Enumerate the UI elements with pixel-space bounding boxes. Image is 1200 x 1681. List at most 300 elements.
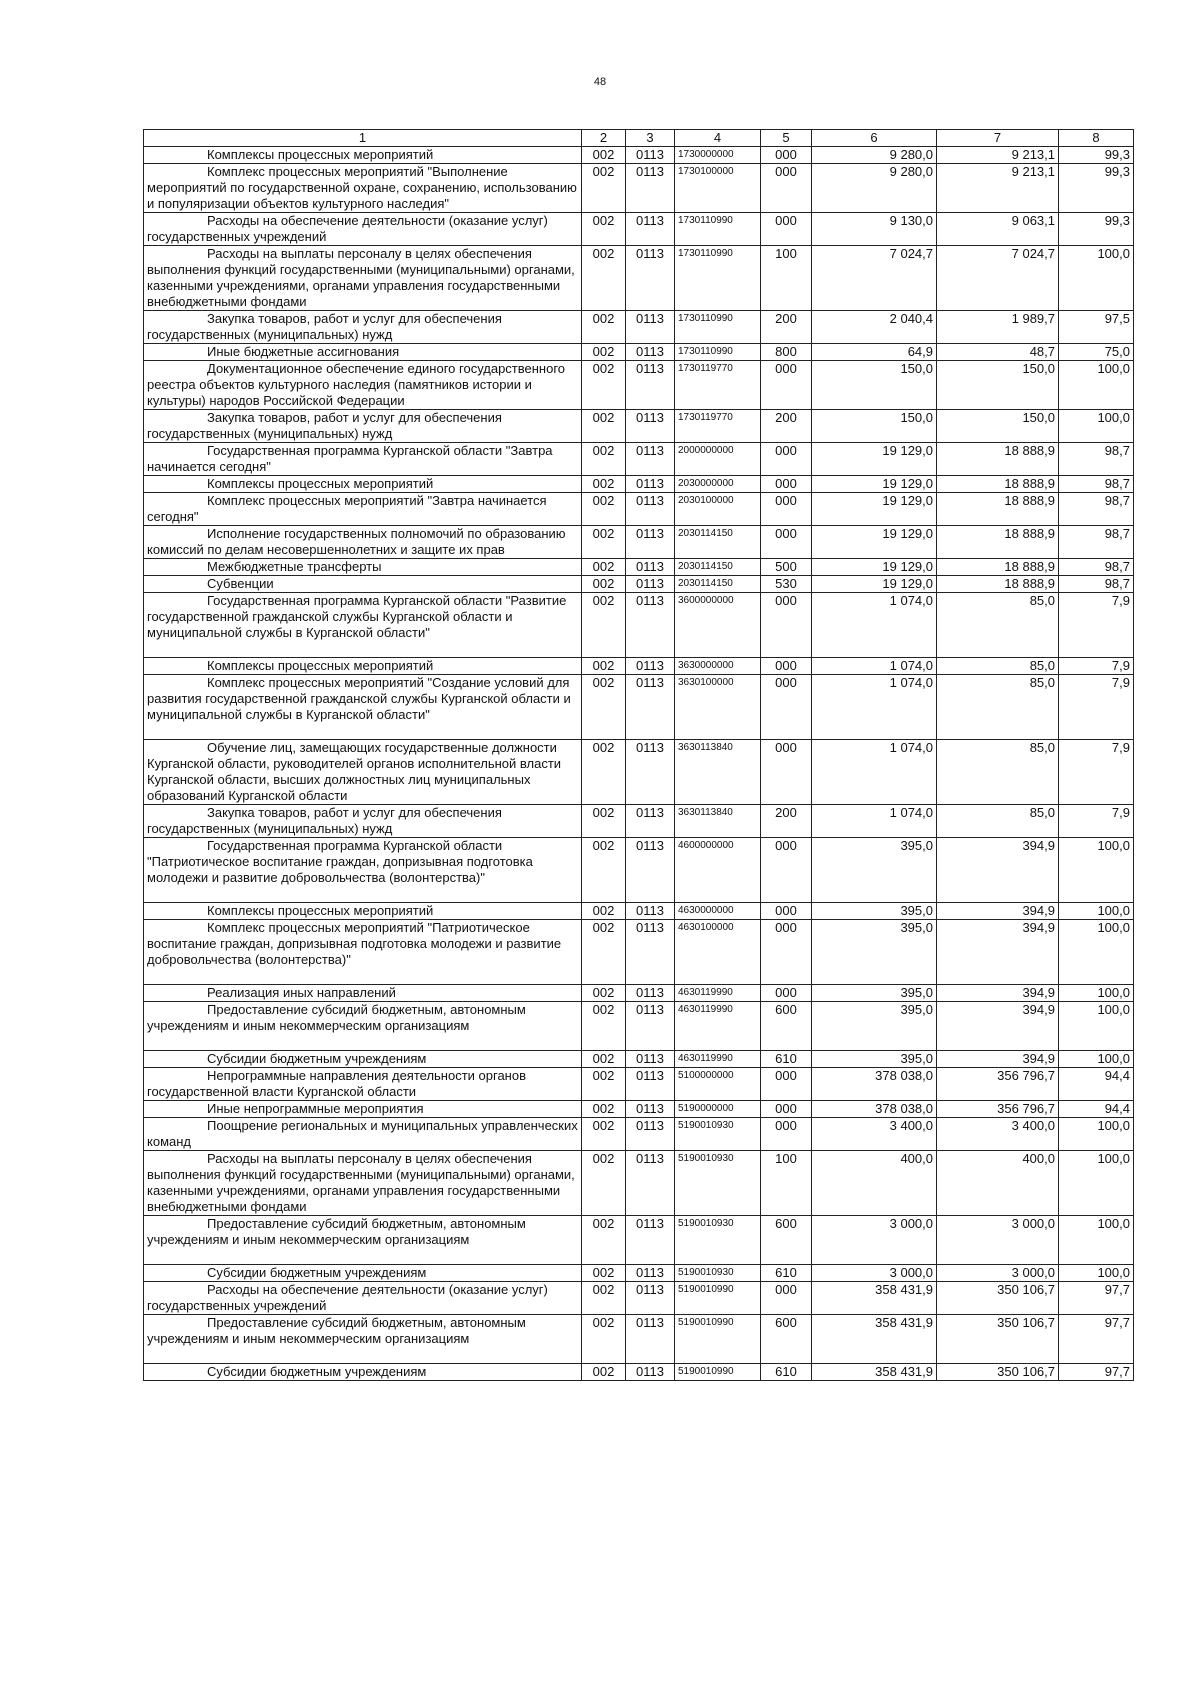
- row-executed-amount: 18 888,9: [937, 576, 1059, 593]
- row-executed-amount: 394,9: [937, 920, 1059, 985]
- table-row: [144, 1002, 1134, 1051]
- row-executed-amount: 394,9: [937, 1002, 1059, 1051]
- row-execution-percent: 100,0: [1059, 903, 1134, 920]
- row-executed-amount: 1 989,7: [937, 311, 1059, 344]
- row-target-article-code: 3630113840: [675, 805, 761, 838]
- row-grbs-code: 002: [582, 1265, 626, 1282]
- row-section-code: 0113: [626, 493, 675, 526]
- row-planned-amount: 378 038,0: [812, 1101, 937, 1118]
- row-target-article-code: 3630000000: [675, 658, 761, 675]
- row-planned-amount: 19 129,0: [812, 526, 937, 559]
- row-name: Расходы на выплаты персоналу в целях обеспечения выполнения функций государственными (муниципальными) органами, казенными учреждениями, органами управления государственными внебюджетными фондами: [144, 246, 582, 311]
- row-expense-type-code: 100: [761, 1151, 812, 1216]
- table-row: [144, 1051, 1134, 1068]
- row-executed-amount: 3 000,0: [937, 1265, 1059, 1282]
- row-section-code: 0113: [626, 1002, 675, 1051]
- row-execution-percent: 75,0: [1059, 344, 1134, 361]
- row-grbs-code: 002: [582, 740, 626, 805]
- row-executed-amount: 350 106,7: [937, 1315, 1059, 1364]
- row-expense-type-code: 000: [761, 526, 812, 559]
- row-name: Межбюджетные трансферты: [144, 559, 582, 576]
- table-row: [144, 213, 1134, 246]
- row-executed-amount: 350 106,7: [937, 1364, 1059, 1381]
- row-execution-percent: 97,7: [1059, 1364, 1134, 1381]
- row-grbs-code: 002: [582, 658, 626, 675]
- table-row: [144, 246, 1134, 311]
- table-row: [144, 1265, 1134, 1282]
- row-expense-type-code: 000: [761, 1282, 812, 1315]
- column-header: 7: [937, 130, 1059, 147]
- row-name: Поощрение региональных и муниципальных управленческих команд: [144, 1118, 582, 1151]
- row-planned-amount: 395,0: [812, 903, 937, 920]
- row-section-code: 0113: [626, 593, 675, 658]
- row-planned-amount: 9 130,0: [812, 213, 937, 246]
- row-name: Комплекс процессных мероприятий "Создание условий для развития государственной гражданской службы Курганской области и муниципальной службы в Курганской области": [144, 675, 582, 740]
- row-grbs-code: 002: [582, 1364, 626, 1381]
- table-row: [144, 658, 1134, 675]
- row-name: Предоставление субсидий бюджетным, автономным учреждениям и иным некоммерческим организациям: [144, 1315, 582, 1364]
- row-target-article-code: 4630100000: [675, 920, 761, 985]
- row-grbs-code: 002: [582, 920, 626, 985]
- row-planned-amount: 358 431,9: [812, 1364, 937, 1381]
- row-section-code: 0113: [626, 164, 675, 213]
- row-execution-percent: 98,7: [1059, 493, 1134, 526]
- row-target-article-code: 1730110990: [675, 246, 761, 311]
- row-executed-amount: 150,0: [937, 361, 1059, 410]
- column-header: 5: [761, 130, 812, 147]
- row-grbs-code: 002: [582, 559, 626, 576]
- table-row: [144, 493, 1134, 526]
- table-header-row: [144, 130, 1134, 147]
- row-execution-percent: 100,0: [1059, 1216, 1134, 1265]
- table-row: [144, 985, 1134, 1002]
- table-row: [144, 526, 1134, 559]
- row-grbs-code: 002: [582, 1101, 626, 1118]
- row-expense-type-code: 610: [761, 1051, 812, 1068]
- row-expense-type-code: 000: [761, 903, 812, 920]
- row-target-article-code: 2000000000: [675, 443, 761, 476]
- row-execution-percent: 7,9: [1059, 675, 1134, 740]
- table-row: [144, 593, 1134, 658]
- row-grbs-code: 002: [582, 1216, 626, 1265]
- row-target-article-code: 1730110990: [675, 213, 761, 246]
- row-target-article-code: 2030114150: [675, 526, 761, 559]
- row-name: Обучение лиц, замещающих государственные должности Курганской области, руководителей органов исполнительной власти Курганской области, высших должностных лиц муниципальных образований Курганской области: [144, 740, 582, 805]
- table-row: [144, 311, 1134, 344]
- row-expense-type-code: 600: [761, 1216, 812, 1265]
- row-grbs-code: 002: [582, 985, 626, 1002]
- row-planned-amount: 1 074,0: [812, 740, 937, 805]
- row-target-article-code: 1730119770: [675, 410, 761, 443]
- row-executed-amount: 356 796,7: [937, 1068, 1059, 1101]
- row-grbs-code: 002: [582, 410, 626, 443]
- row-grbs-code: 002: [582, 164, 626, 213]
- row-target-article-code: 5190010990: [675, 1315, 761, 1364]
- row-grbs-code: 002: [582, 805, 626, 838]
- row-target-article-code: 2030100000: [675, 493, 761, 526]
- table-row: [144, 476, 1134, 493]
- column-header: 8: [1059, 130, 1134, 147]
- row-executed-amount: 9 213,1: [937, 164, 1059, 213]
- row-execution-percent: 97,7: [1059, 1282, 1134, 1315]
- table-row: [144, 1364, 1134, 1381]
- row-target-article-code: 4600000000: [675, 838, 761, 903]
- row-name: Субсидии бюджетным учреждениям: [144, 1265, 582, 1282]
- row-name: Предоставление субсидий бюджетным, автономным учреждениям и иным некоммерческим организациям: [144, 1002, 582, 1051]
- row-target-article-code: 5190010930: [675, 1118, 761, 1151]
- row-name: Закупка товаров, работ и услуг для обеспечения государственных (муниципальных) нужд: [144, 311, 582, 344]
- row-target-article-code: 5190010930: [675, 1151, 761, 1216]
- row-executed-amount: 350 106,7: [937, 1282, 1059, 1315]
- row-expense-type-code: 800: [761, 344, 812, 361]
- row-name: Расходы на обеспечение деятельности (оказание услуг) государственных учреждений: [144, 1282, 582, 1315]
- row-planned-amount: 395,0: [812, 1051, 937, 1068]
- row-execution-percent: 100,0: [1059, 920, 1134, 985]
- row-planned-amount: 9 280,0: [812, 147, 937, 164]
- row-name: Реализация иных направлений: [144, 985, 582, 1002]
- table-row: [144, 1068, 1134, 1101]
- row-expense-type-code: 100: [761, 246, 812, 311]
- row-execution-percent: 100,0: [1059, 1151, 1134, 1216]
- row-name: Субвенции: [144, 576, 582, 593]
- row-planned-amount: 395,0: [812, 985, 937, 1002]
- row-grbs-code: 002: [582, 593, 626, 658]
- row-grbs-code: 002: [582, 493, 626, 526]
- row-section-code: 0113: [626, 1118, 675, 1151]
- row-section-code: 0113: [626, 1051, 675, 1068]
- row-execution-percent: 98,7: [1059, 526, 1134, 559]
- row-grbs-code: 002: [582, 838, 626, 903]
- row-target-article-code: 2030114150: [675, 576, 761, 593]
- row-expense-type-code: 000: [761, 1068, 812, 1101]
- row-section-code: 0113: [626, 1101, 675, 1118]
- row-planned-amount: 1 074,0: [812, 675, 937, 740]
- row-planned-amount: 19 129,0: [812, 493, 937, 526]
- row-expense-type-code: 000: [761, 838, 812, 903]
- table-row: [144, 740, 1134, 805]
- row-target-article-code: 5190010990: [675, 1282, 761, 1315]
- row-executed-amount: 9 063,1: [937, 213, 1059, 246]
- row-planned-amount: 9 280,0: [812, 164, 937, 213]
- row-grbs-code: 002: [582, 1051, 626, 1068]
- row-expense-type-code: 600: [761, 1002, 812, 1051]
- row-grbs-code: 002: [582, 1151, 626, 1216]
- row-executed-amount: 18 888,9: [937, 493, 1059, 526]
- row-planned-amount: 150,0: [812, 410, 937, 443]
- row-grbs-code: 002: [582, 1002, 626, 1051]
- row-grbs-code: 002: [582, 1068, 626, 1101]
- row-planned-amount: 395,0: [812, 838, 937, 903]
- row-executed-amount: 85,0: [937, 658, 1059, 675]
- row-expense-type-code: 500: [761, 559, 812, 576]
- row-planned-amount: 395,0: [812, 920, 937, 985]
- row-expense-type-code: 530: [761, 576, 812, 593]
- row-execution-percent: 100,0: [1059, 838, 1134, 903]
- row-expense-type-code: 000: [761, 658, 812, 675]
- row-target-article-code: 1730119770: [675, 361, 761, 410]
- row-expense-type-code: 000: [761, 985, 812, 1002]
- row-grbs-code: 002: [582, 344, 626, 361]
- row-name: Исполнение государственных полномочий по образованию комиссий по делам несовершеннолетних и защите их прав: [144, 526, 582, 559]
- table-body: [144, 147, 1134, 1381]
- row-planned-amount: 1 074,0: [812, 593, 937, 658]
- table-row: [144, 903, 1134, 920]
- row-execution-percent: 7,9: [1059, 658, 1134, 675]
- row-section-code: 0113: [626, 361, 675, 410]
- row-expense-type-code: 200: [761, 805, 812, 838]
- column-header: 6: [812, 130, 937, 147]
- row-section-code: 0113: [626, 985, 675, 1002]
- row-expense-type-code: 000: [761, 740, 812, 805]
- row-executed-amount: 48,7: [937, 344, 1059, 361]
- column-header: 2: [582, 130, 626, 147]
- row-target-article-code: 4630119990: [675, 985, 761, 1002]
- row-execution-percent: 100,0: [1059, 1265, 1134, 1282]
- row-executed-amount: 18 888,9: [937, 526, 1059, 559]
- row-target-article-code: 5190000000: [675, 1101, 761, 1118]
- row-name: Расходы на выплаты персоналу в целях обеспечения выполнения функций государственными (муниципальными) органами, казенными учреждениями, органами управления государственными внебюджетными фондами: [144, 1151, 582, 1216]
- row-execution-percent: 100,0: [1059, 1051, 1134, 1068]
- table-row: [144, 675, 1134, 740]
- row-name: Комплексы процессных мероприятий: [144, 476, 582, 493]
- row-expense-type-code: 000: [761, 361, 812, 410]
- row-execution-percent: 98,7: [1059, 576, 1134, 593]
- row-planned-amount: 19 129,0: [812, 476, 937, 493]
- row-section-code: 0113: [626, 920, 675, 985]
- row-expense-type-code: 000: [761, 1118, 812, 1151]
- row-name: Государственная программа Курганской области "Завтра начинается сегодня": [144, 443, 582, 476]
- row-section-code: 0113: [626, 410, 675, 443]
- row-execution-percent: 99,3: [1059, 213, 1134, 246]
- table-row: [144, 920, 1134, 985]
- column-header: 3: [626, 130, 675, 147]
- row-execution-percent: 99,3: [1059, 164, 1134, 213]
- table-row: [144, 559, 1134, 576]
- row-executed-amount: 85,0: [937, 593, 1059, 658]
- row-execution-percent: 7,9: [1059, 740, 1134, 805]
- row-name: Расходы на обеспечение деятельности (оказание услуг) государственных учреждений: [144, 213, 582, 246]
- row-execution-percent: 100,0: [1059, 1002, 1134, 1051]
- row-name: Комплексы процессных мероприятий: [144, 147, 582, 164]
- row-planned-amount: 400,0: [812, 1151, 937, 1216]
- row-name: Комплекс процессных мероприятий "Завтра начинается сегодня": [144, 493, 582, 526]
- row-expense-type-code: 000: [761, 493, 812, 526]
- row-grbs-code: 002: [582, 361, 626, 410]
- row-section-code: 0113: [626, 658, 675, 675]
- row-execution-percent: 7,9: [1059, 805, 1134, 838]
- row-executed-amount: 150,0: [937, 410, 1059, 443]
- row-executed-amount: 394,9: [937, 1051, 1059, 1068]
- row-executed-amount: 85,0: [937, 740, 1059, 805]
- row-planned-amount: 3 000,0: [812, 1265, 937, 1282]
- row-executed-amount: 394,9: [937, 838, 1059, 903]
- row-section-code: 0113: [626, 147, 675, 164]
- row-grbs-code: 002: [582, 443, 626, 476]
- row-grbs-code: 002: [582, 1315, 626, 1364]
- row-name: Субсидии бюджетным учреждениям: [144, 1051, 582, 1068]
- row-section-code: 0113: [626, 1265, 675, 1282]
- table-row: [144, 1118, 1134, 1151]
- row-target-article-code: 1730110990: [675, 344, 761, 361]
- row-grbs-code: 002: [582, 903, 626, 920]
- row-target-article-code: 5100000000: [675, 1068, 761, 1101]
- row-grbs-code: 002: [582, 476, 626, 493]
- row-section-code: 0113: [626, 740, 675, 805]
- row-section-code: 0113: [626, 559, 675, 576]
- row-section-code: 0113: [626, 576, 675, 593]
- row-planned-amount: 64,9: [812, 344, 937, 361]
- table-row: [144, 1151, 1134, 1216]
- row-target-article-code: 1730000000: [675, 147, 761, 164]
- row-section-code: 0113: [626, 1068, 675, 1101]
- row-target-article-code: 1730100000: [675, 164, 761, 213]
- column-header: 4: [675, 130, 761, 147]
- row-executed-amount: 18 888,9: [937, 476, 1059, 493]
- row-execution-percent: 98,7: [1059, 559, 1134, 576]
- budget-table: [143, 129, 1134, 1381]
- row-planned-amount: 1 074,0: [812, 658, 937, 675]
- row-grbs-code: 002: [582, 526, 626, 559]
- row-section-code: 0113: [626, 526, 675, 559]
- row-planned-amount: 358 431,9: [812, 1315, 937, 1364]
- row-grbs-code: 002: [582, 311, 626, 344]
- row-execution-percent: 99,3: [1059, 147, 1134, 164]
- row-grbs-code: 002: [582, 1118, 626, 1151]
- row-target-article-code: 4630119990: [675, 1051, 761, 1068]
- row-name: Иные бюджетные ассигнования: [144, 344, 582, 361]
- row-section-code: 0113: [626, 903, 675, 920]
- row-target-article-code: 3630100000: [675, 675, 761, 740]
- row-name: Закупка товаров, работ и услуг для обеспечения государственных (муниципальных) нужд: [144, 410, 582, 443]
- row-name: Государственная программа Курганской области "Патриотическое воспитание граждан, допризывная подготовка молодежи и развитие добровольчества (волонтерства)": [144, 838, 582, 903]
- row-execution-percent: 94,4: [1059, 1101, 1134, 1118]
- table-row: [144, 1282, 1134, 1315]
- row-section-code: 0113: [626, 1216, 675, 1265]
- row-executed-amount: 9 213,1: [937, 147, 1059, 164]
- row-expense-type-code: 200: [761, 410, 812, 443]
- row-planned-amount: 3 400,0: [812, 1118, 937, 1151]
- row-name: Предоставление субсидий бюджетным, автономным учреждениям и иным некоммерческим организациям: [144, 1216, 582, 1265]
- row-expense-type-code: 600: [761, 1315, 812, 1364]
- row-expense-type-code: 000: [761, 213, 812, 246]
- row-executed-amount: 18 888,9: [937, 443, 1059, 476]
- row-executed-amount: 394,9: [937, 903, 1059, 920]
- row-target-article-code: 3630113840: [675, 740, 761, 805]
- table-row: [144, 344, 1134, 361]
- row-executed-amount: 3 000,0: [937, 1216, 1059, 1265]
- row-executed-amount: 400,0: [937, 1151, 1059, 1216]
- row-planned-amount: 378 038,0: [812, 1068, 937, 1101]
- row-expense-type-code: 000: [761, 920, 812, 985]
- row-section-code: 0113: [626, 311, 675, 344]
- row-target-article-code: 2030114150: [675, 559, 761, 576]
- row-execution-percent: 97,5: [1059, 311, 1134, 344]
- row-planned-amount: 1 074,0: [812, 805, 937, 838]
- table-row: [144, 805, 1134, 838]
- row-name: Закупка товаров, работ и услуг для обеспечения государственных (муниципальных) нужд: [144, 805, 582, 838]
- table-row: [144, 1216, 1134, 1265]
- row-execution-percent: 100,0: [1059, 410, 1134, 443]
- row-grbs-code: 002: [582, 675, 626, 740]
- table-row: [144, 1101, 1134, 1118]
- row-name: Комплекс процессных мероприятий "Выполнение мероприятий по государственной охране, сохранению, использованию и популяризации объектов культурного наследия": [144, 164, 582, 213]
- row-planned-amount: 395,0: [812, 1002, 937, 1051]
- table-row: [144, 838, 1134, 903]
- row-execution-percent: 100,0: [1059, 246, 1134, 311]
- row-name: Иные непрограммные мероприятия: [144, 1101, 582, 1118]
- table-row: [144, 1315, 1134, 1364]
- row-executed-amount: 7 024,7: [937, 246, 1059, 311]
- row-grbs-code: 002: [582, 147, 626, 164]
- row-grbs-code: 002: [582, 213, 626, 246]
- row-planned-amount: 19 129,0: [812, 576, 937, 593]
- row-expense-type-code: 200: [761, 311, 812, 344]
- row-expense-type-code: 000: [761, 593, 812, 658]
- column-header: 1: [144, 130, 582, 147]
- row-planned-amount: 19 129,0: [812, 443, 937, 476]
- row-section-code: 0113: [626, 476, 675, 493]
- table-row: [144, 443, 1134, 476]
- row-executed-amount: 85,0: [937, 805, 1059, 838]
- row-name: Комплексы процессных мероприятий: [144, 903, 582, 920]
- row-expense-type-code: 000: [761, 476, 812, 493]
- row-executed-amount: 3 400,0: [937, 1118, 1059, 1151]
- row-grbs-code: 002: [582, 246, 626, 311]
- row-section-code: 0113: [626, 246, 675, 311]
- row-grbs-code: 002: [582, 1282, 626, 1315]
- row-executed-amount: 18 888,9: [937, 559, 1059, 576]
- row-expense-type-code: 000: [761, 443, 812, 476]
- row-section-code: 0113: [626, 344, 675, 361]
- row-execution-percent: 94,4: [1059, 1068, 1134, 1101]
- row-name: Субсидии бюджетным учреждениям: [144, 1364, 582, 1381]
- row-section-code: 0113: [626, 805, 675, 838]
- row-expense-type-code: 000: [761, 164, 812, 213]
- row-expense-type-code: 000: [761, 1101, 812, 1118]
- row-planned-amount: 358 431,9: [812, 1282, 937, 1315]
- row-section-code: 0113: [626, 1151, 675, 1216]
- row-target-article-code: 4630000000: [675, 903, 761, 920]
- row-execution-percent: 100,0: [1059, 1118, 1134, 1151]
- row-planned-amount: 19 129,0: [812, 559, 937, 576]
- table-row: [144, 164, 1134, 213]
- row-name: Непрограммные направления деятельности органов государственной власти Курганской области: [144, 1068, 582, 1101]
- row-target-article-code: 1730110990: [675, 311, 761, 344]
- table-row: [144, 576, 1134, 593]
- table-row: [144, 147, 1134, 164]
- row-planned-amount: 150,0: [812, 361, 937, 410]
- row-execution-percent: 100,0: [1059, 985, 1134, 1002]
- row-name: Комплекс процессных мероприятий "Патриотическое воспитание граждан, допризывная подготовка молодежи и развитие добровольчества (волонтерства)": [144, 920, 582, 985]
- row-target-article-code: 4630119990: [675, 1002, 761, 1051]
- row-execution-percent: 7,9: [1059, 593, 1134, 658]
- row-execution-percent: 100,0: [1059, 361, 1134, 410]
- row-section-code: 0113: [626, 443, 675, 476]
- row-section-code: 0113: [626, 1315, 675, 1364]
- row-planned-amount: 7 024,7: [812, 246, 937, 311]
- row-grbs-code: 002: [582, 576, 626, 593]
- row-target-article-code: 5190010930: [675, 1265, 761, 1282]
- row-name: Государственная программа Курганской области "Развитие государственной гражданской службы Курганской области и муниципальной службы в Курганской области": [144, 593, 582, 658]
- row-target-article-code: 3600000000: [675, 593, 761, 658]
- row-target-article-code: 2030000000: [675, 476, 761, 493]
- row-target-article-code: 5190010930: [675, 1216, 761, 1265]
- table-row: [144, 410, 1134, 443]
- table-row: [144, 361, 1134, 410]
- row-target-article-code: 5190010990: [675, 1364, 761, 1381]
- row-execution-percent: 98,7: [1059, 443, 1134, 476]
- row-execution-percent: 98,7: [1059, 476, 1134, 493]
